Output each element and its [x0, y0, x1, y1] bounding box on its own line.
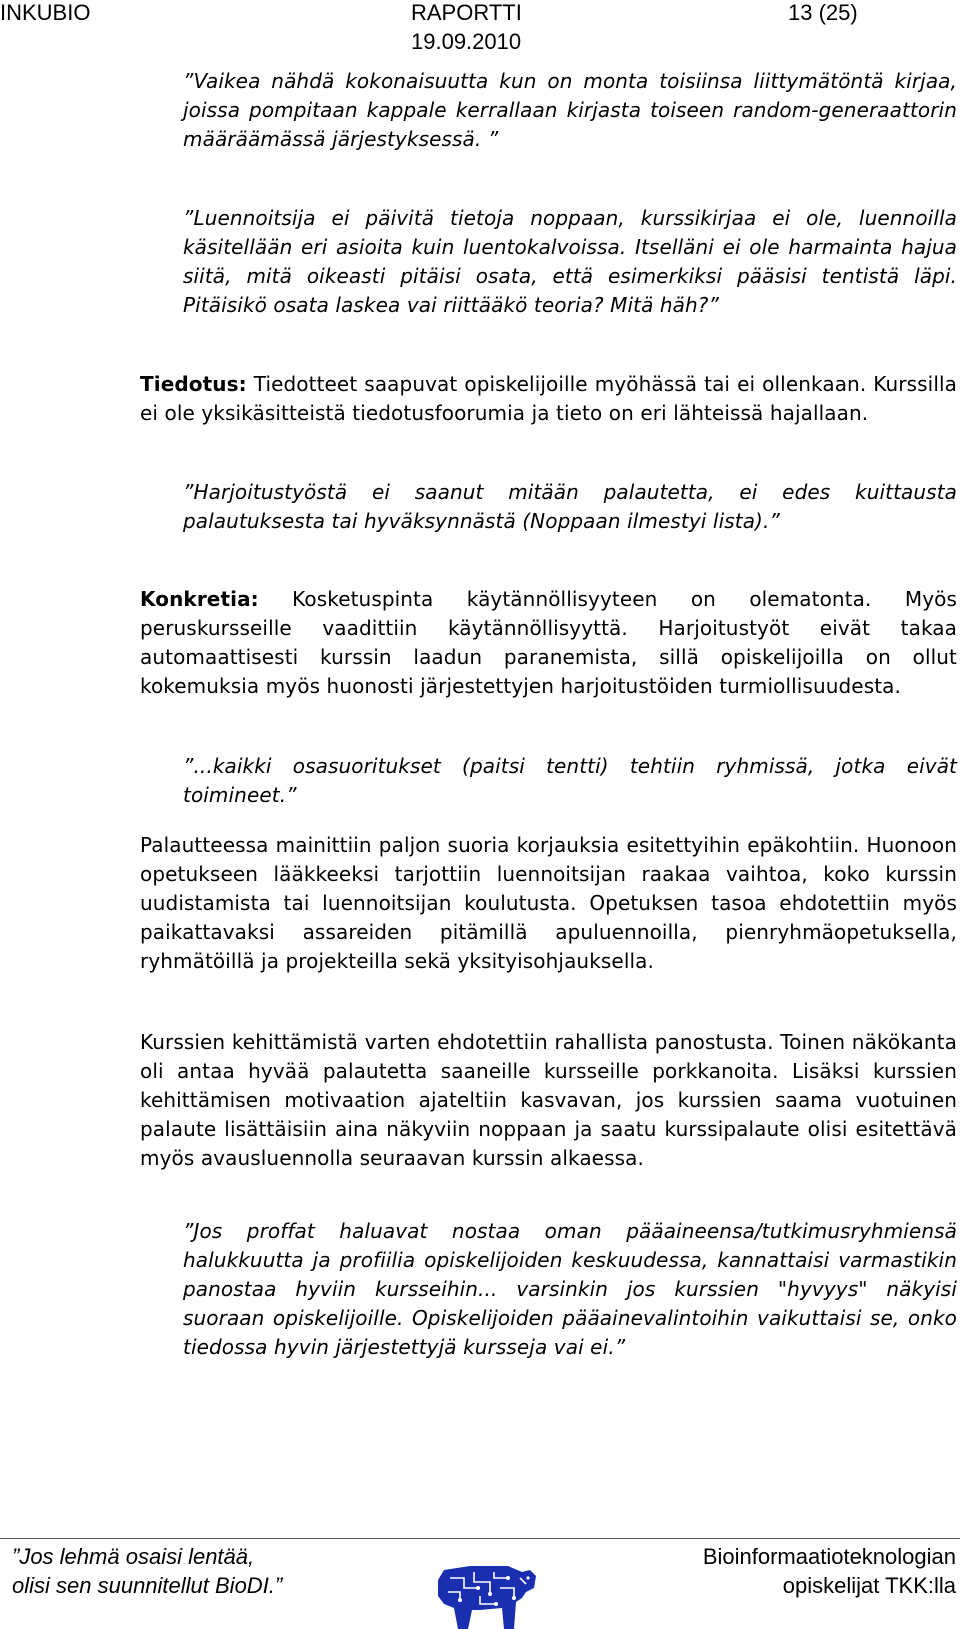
term-tiedotus: Tiedotus:: [140, 372, 247, 396]
quote-block-5: ”Jos proffat haluavat nostaa oman pääaineensa/tutkimusryhmiensä halukkuutta ja profiilia opiskelijoiden keskuudessa, kannattaisi varmastikin panostaa hyviin kursseihin... varsinkin jos kurssien "hyvyys" näkyisi suoraan opiskelijoille. Opiskelijoiden pääainevalintoihin vaikuttaisi se, onko tiedossa hyvin järjestettyjä kursseja vai ei.”: [183, 1219, 957, 1359]
page-header: [0, 0, 960, 60]
quote-block-3: ”Harjoitustyöstä ei saanut mitään palautetta, ei edes kuittausta palautuksesta tai hyväksynnästä (Noppaan ilmestyi lista).”: [183, 480, 957, 533]
circuit-cow-logo-icon: [430, 1558, 540, 1629]
header-page-number: 13 (25): [788, 0, 858, 25]
footer-motto-line1: ”Jos lehmä osaisi lentää,: [12, 1544, 255, 1569]
header-organization: INKUBIO: [0, 0, 91, 25]
footer-motto-line2: olisi sen suunnitellut BioDI.”: [12, 1573, 283, 1598]
footer-org-line2: opiskelijat TKK:lla: [782, 1573, 956, 1598]
paragraph-kehittaminen: Kurssien kehittämistä varten ehdotettiin rahallista panostusta. Toinen näkökanta oli antaa hyvää palautetta saaneille kursseille porkkanoita. Lisäksi kurssien kehittämisen motivaation ajateltiin kasvavan, jos kurssien saama vuotuinen palaute lisättäisiin aina näkyviin noppaan ja saatu kurssipalaute olisi esitettävä myös avausluennolla seuraavan kurssin alkaessa.: [140, 1030, 957, 1170]
paragraph-konkretia-text: Kosketuspinta käytännöllisyyteen on olematonta. Myös peruskursseille vaadittiin käytännöllisyyttä. Harjoitustyöt eivät takaa automaattisesti kurssin laadun paranemista, sillä opiskelijoilla on ollut kokemuksia myös huonosti järjestettyjen harjoitustöiden turmiollisuudesta.: [140, 587, 957, 698]
quote-block-1: ”Vaikea nähdä kokonaisuutta kun on monta toisiinsa liittymätöntä kirjaa, joissa pompitaan kappale kerrallaan kirjasta toiseen random-generaattorin määräämässä järjestyksessä. ”: [183, 69, 957, 151]
footer-divider: [0, 1538, 960, 1539]
quote-block-4: ”...kaikki osasuoritukset (paitsi tentti) tehtiin ryhmissä, jotka eivät toimineet.”: [183, 754, 957, 807]
header-date: 19.09.2010: [411, 29, 522, 54]
paragraph-konkretia: [140, 585, 957, 701]
footer-org-line1: Bioinformaatioteknologian: [702, 1544, 956, 1569]
quote-block-2: ”Luennoitsija ei päivitä tietoja noppaan, kurssikirjaa ei ole, luennoilla käsitellään eri asioita kuin luentokalvoissa. Itselläni ei ole harmainta hajua siitä, mitä oikeasti pitäisi osata, että esimerkiksi pääsisi tentistä läpi. Pitäisikö osata laskea vai riittääkö teoria? Mitä häh?”: [183, 206, 957, 317]
header-doc-type: RAPORTTI: [411, 0, 522, 25]
term-konkretia: Konkretia:: [140, 587, 259, 611]
paragraph-palaute: Palautteessa mainittiin paljon suoria korjauksia esitettyihin epäkohtiin. Huonoon opetukseen lääkkeeksi tarjottiin luennoitsijan raakaa vaihtoa, koko kurssin uudistamista tai luennoitsijan koulutusta. Opetuksen tasoa ehdotettiin myös paikattavaksi assareiden pitämillä apuluennoilla, pienryhmäopetuksella, ryhmätöillä ja projekteilla sekä yksityisohjauksella.: [140, 833, 957, 973]
paragraph-tiedotus: [140, 370, 957, 428]
paragraph-tiedotus-text: Tiedotteet saapuvat opiskelijoille myöhässä tai ei ollenkaan. Kurssilla ei ole yksikäsitteistä tiedotusfoorumia ja tieto on eri lähteissä hajallaan.: [140, 372, 957, 425]
